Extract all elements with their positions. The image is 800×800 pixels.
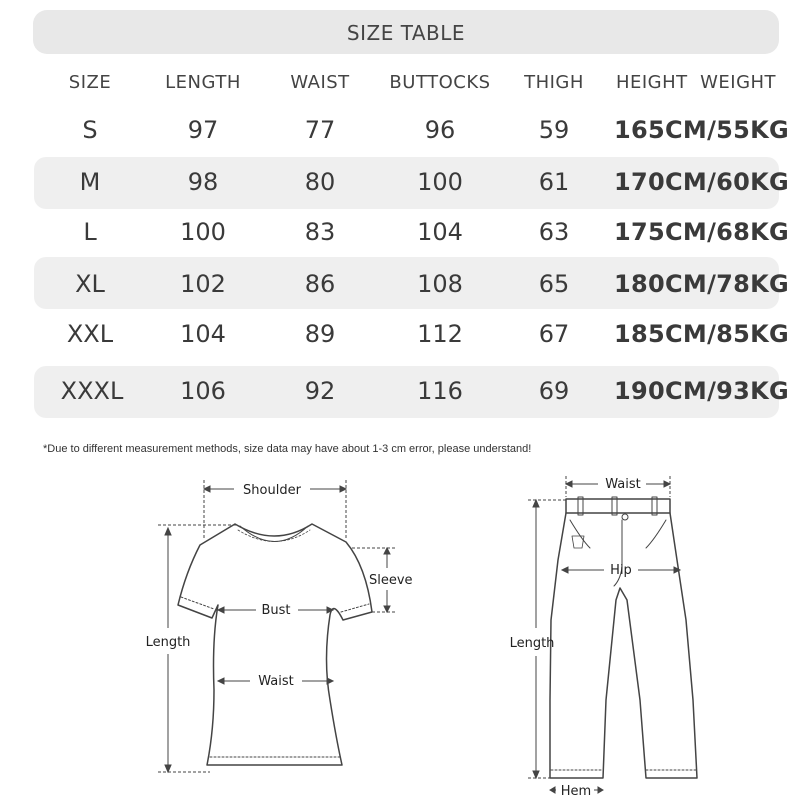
cell-waist: 80 <box>304 168 336 196</box>
header-waist: WAIST <box>290 72 350 93</box>
size-table-title: SIZE TABLE <box>346 21 466 45</box>
cell-size: XL <box>75 270 105 298</box>
pants-label-hip: Hip <box>610 563 632 578</box>
cell-waist: 89 <box>304 320 336 348</box>
cell-length: 97 <box>187 116 219 144</box>
tshirt-label-bust: Bust <box>261 603 291 618</box>
pants-label-hem: Hem <box>560 784 592 799</box>
cell-buttocks: 104 <box>417 218 463 246</box>
header-height-weight: HEIGHT WEIGHT <box>615 72 777 93</box>
pants-outline <box>550 513 697 778</box>
cell-length: 98 <box>187 168 219 196</box>
cell-thigh: 61 <box>538 168 570 196</box>
cell-size: M <box>79 168 101 196</box>
cell-buttocks: 108 <box>417 270 463 298</box>
cell-waist: 86 <box>304 270 336 298</box>
cell-height-weight: 190CM/93KG <box>614 377 790 405</box>
cell-thigh: 63 <box>538 218 570 246</box>
cell-length: 104 <box>180 320 226 348</box>
tshirt-label-sleeve: Sleeve <box>369 573 413 588</box>
header-thigh: THIGH <box>524 72 584 93</box>
cell-thigh: 59 <box>538 116 570 144</box>
cell-thigh: 69 <box>538 377 570 405</box>
cell-height-weight: 185CM/85KG <box>614 320 790 348</box>
cell-thigh: 65 <box>538 270 570 298</box>
cell-buttocks: 112 <box>417 320 463 348</box>
measurement-note: *Due to different measurement methods, size data may have about 1-3 cm error, please understand! <box>43 443 532 455</box>
cell-size: S <box>82 116 98 144</box>
cell-length: 100 <box>180 218 226 246</box>
tshirt-label-shoulder: Shoulder <box>243 483 301 498</box>
pants-waistband <box>566 499 670 513</box>
cell-waist: 92 <box>304 377 336 405</box>
cell-height-weight: 175CM/68KG <box>614 218 790 246</box>
tshirt-label-waist: Waist <box>258 674 294 689</box>
cell-thigh: 67 <box>538 320 570 348</box>
cell-height-weight: 165CM/55KG <box>614 116 790 144</box>
cell-buttocks: 100 <box>417 168 463 196</box>
cell-size: XXL <box>66 320 114 348</box>
cell-buttocks: 96 <box>424 116 456 144</box>
cell-size: XXXL <box>60 377 124 405</box>
header-buttocks: BUTTOCKS <box>389 72 491 93</box>
cell-size: L <box>83 218 97 246</box>
cell-height-weight: 180CM/78KG <box>614 270 790 298</box>
header-size: SIZE <box>68 72 112 93</box>
cell-length: 102 <box>180 270 226 298</box>
pants-label-waist: Waist <box>605 477 641 492</box>
pants-label-length: Length <box>509 636 555 651</box>
cell-length: 106 <box>180 377 226 405</box>
header-length: LENGTH <box>165 72 241 93</box>
cell-waist: 83 <box>304 218 336 246</box>
tshirt-label-length: Length <box>145 635 191 650</box>
cell-height-weight: 170CM/60KG <box>614 168 790 196</box>
cell-waist: 77 <box>304 116 336 144</box>
cell-buttocks: 116 <box>417 377 463 405</box>
